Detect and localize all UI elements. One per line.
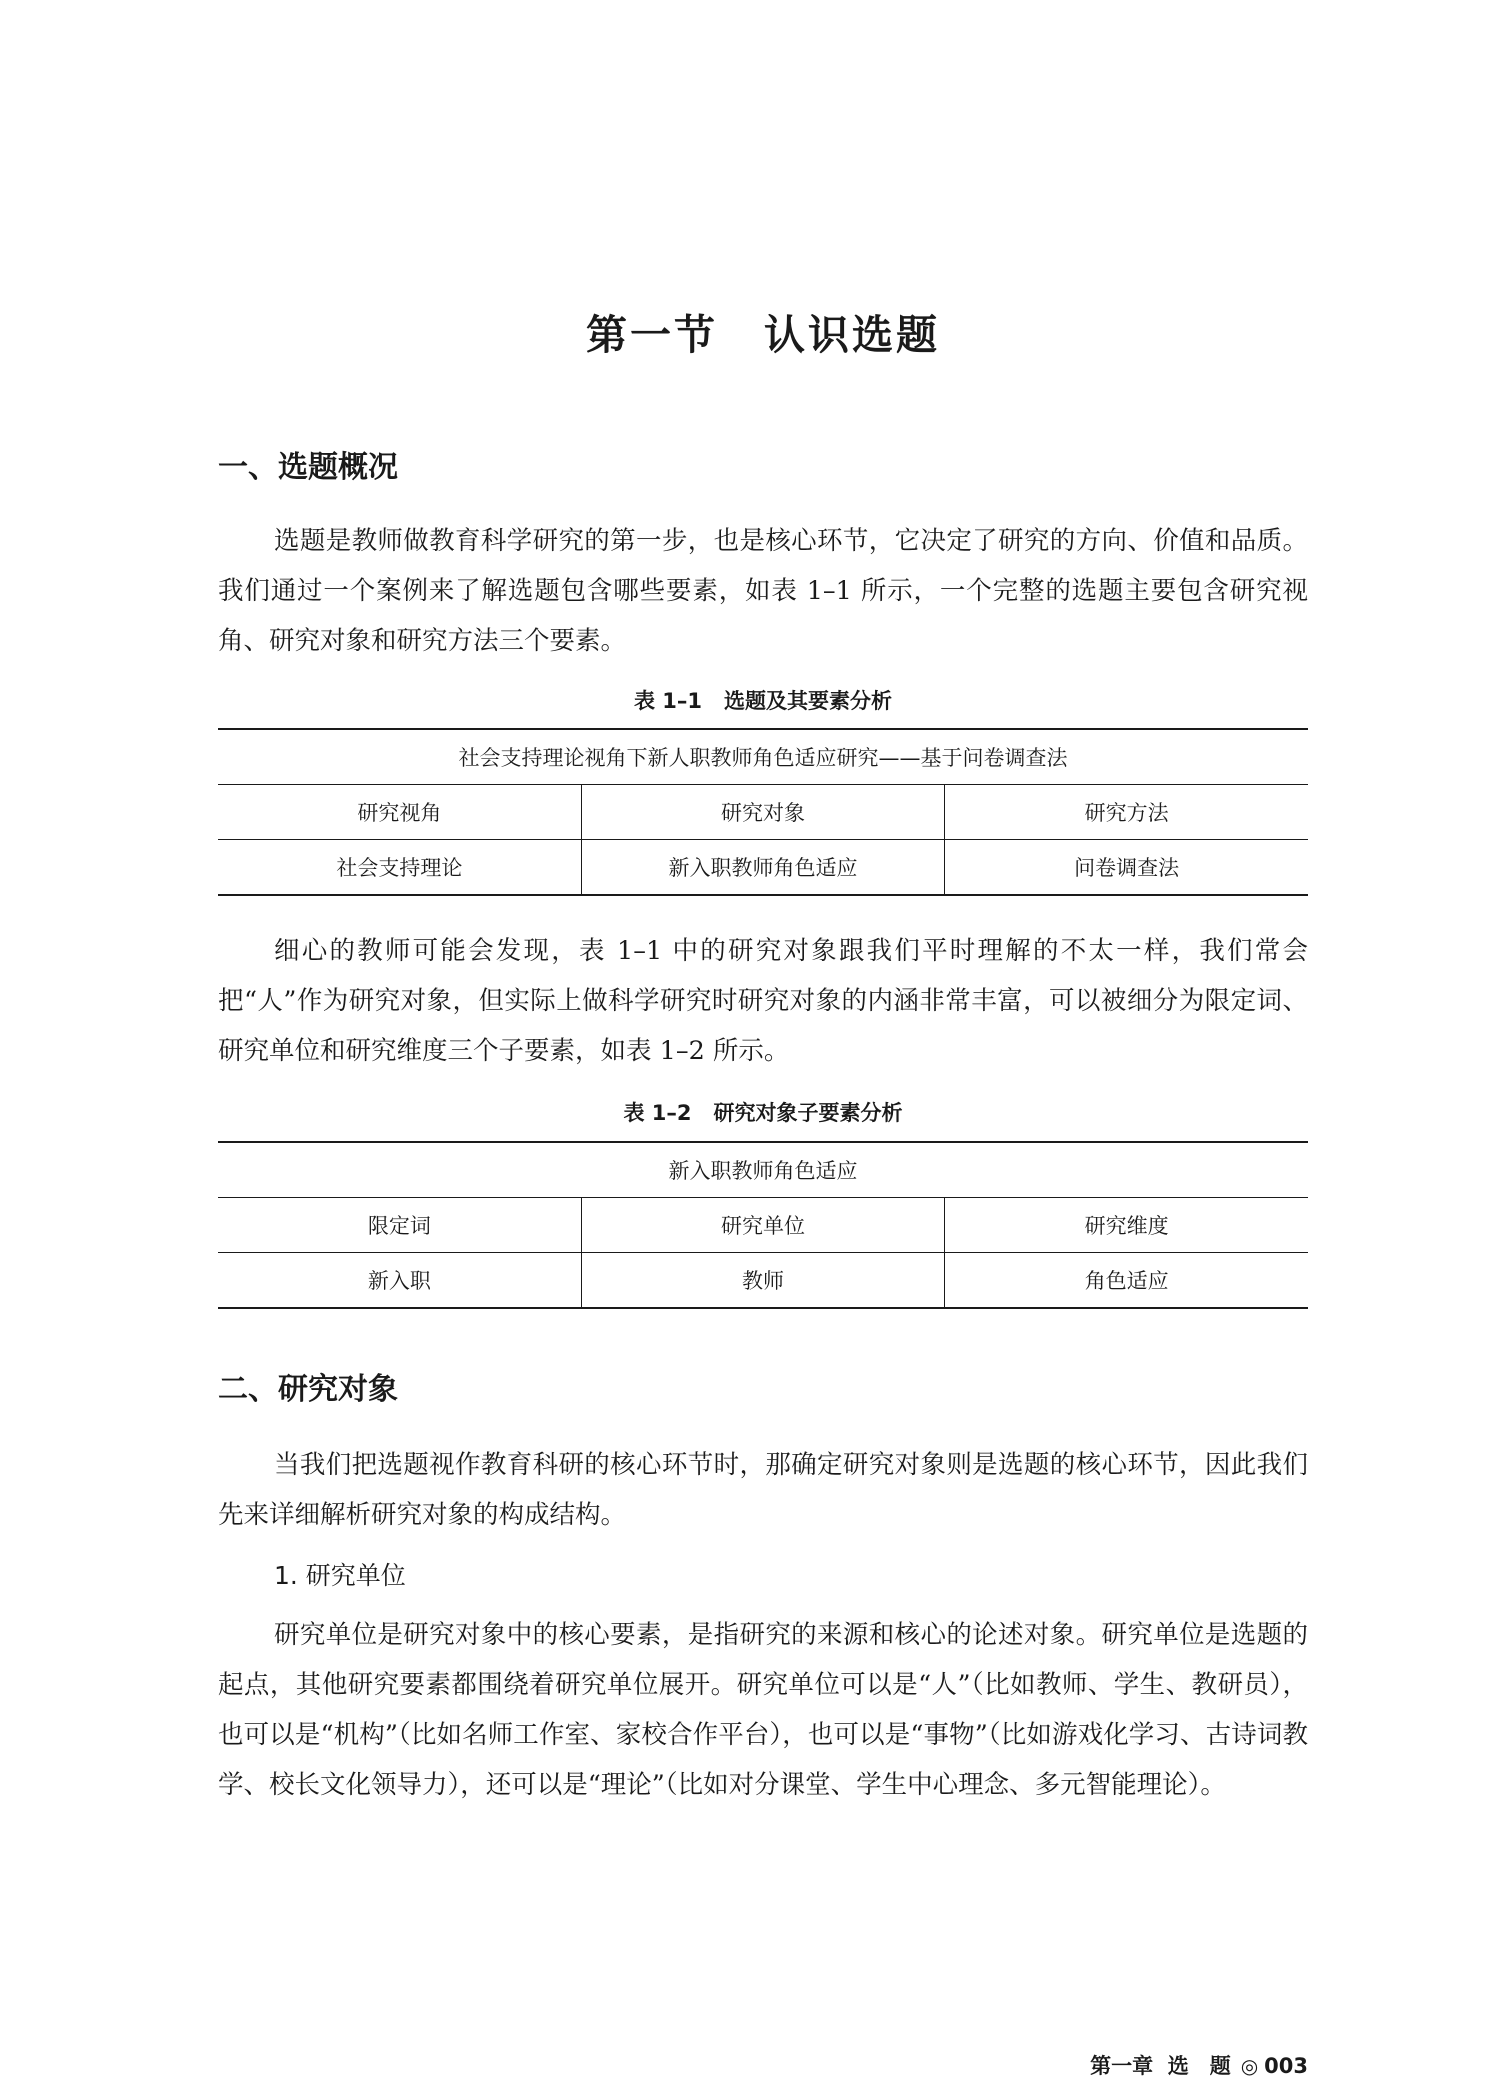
footer-chapter-title: 选 题 <box>1167 2054 1231 2078</box>
page-number: 003 <box>1264 2054 1308 2078</box>
table2-caption-title: 研究对象子要素分析 <box>713 1101 903 1125</box>
table1-value-cell: 问卷调查法 <box>945 840 1308 896</box>
table2-caption-number: 表 1–2 <box>623 1101 692 1125</box>
table1-label-cell: 研究视角 <box>218 785 581 840</box>
table1-caption <box>218 686 1308 716</box>
table2-object-subelements <box>218 1141 1308 1309</box>
table2-caption <box>218 1098 1308 1128</box>
table1-label-cell: 研究方法 <box>945 785 1308 840</box>
paragraph-research-unit: 研究单位是研究对象中的核心要素，是指研究的来源和核心的论述对象。研究单位是选题的起点，其他研究要素都围绕着研究单位展开。研究单位可以是“人”（比如教师、学生、教研员），也可以是“机构”（比如名师工作室、家校合作平台），也可以是“事物”（比如游戏化学习、古诗词教学、校长文化领导力），还可以是“理论”（比如对分课堂、学生中心理念、多元智能理论）。 <box>218 1620 1308 1800</box>
table2-header-cell: 新入职教师角色适应 <box>668 1159 858 1183</box>
table2-value-cell: 新入职 <box>218 1253 581 1309</box>
subheading-research-unit: 1. 研究单位 <box>274 1561 406 1590</box>
table2-value-cell: 教师 <box>581 1253 944 1309</box>
table2-label-cell: 限定词 <box>218 1198 581 1253</box>
circle-mark-icon: ◎ <box>1240 2054 1259 2078</box>
paragraph-overview: 选题是教师做教育科学研究的第一步，也是核心环节，它决定了研究的方向、价值和品质。我们通过一个案例来了解选题包含哪些要素，如表 1–1 所示，一个完整的选题主要包含研究视角、研究对象和研究方法三个要素。 <box>218 526 1308 656</box>
heading-research-object: 二、研究对象 <box>218 1372 398 1407</box>
section-number: 第一节 <box>586 311 718 359</box>
table1-caption-number: 表 1–1 <box>633 689 703 713</box>
footer-chapter: 第一章 <box>1090 2054 1154 2078</box>
table1-header-cell: 社会支持理论视角下新人职教师角色适应研究——基于问卷调查法 <box>458 746 1068 770</box>
section-title <box>218 302 1308 361</box>
section-name: 认识选题 <box>764 311 940 359</box>
page-footer <box>1090 2050 1308 2080</box>
heading-overview: 一、选题概况 <box>218 450 398 485</box>
table2-value-cell: 角色适应 <box>945 1253 1308 1309</box>
table1-value-cell: 新入职教师角色适应 <box>581 840 944 896</box>
table2-label-cell: 研究维度 <box>945 1198 1308 1253</box>
paragraph-research-object-intro: 当我们把选题视作教育科研的核心环节时，那确定研究对象则是选题的核心环节，因此我们先来详细解析研究对象的构成结构。 <box>218 1450 1308 1530</box>
table1-value-cell: 社会支持理论 <box>218 840 581 896</box>
table1-label-cell: 研究对象 <box>581 785 944 840</box>
table1-topic-elements <box>218 728 1308 896</box>
table1-caption-title: 选题及其要素分析 <box>724 689 893 713</box>
paragraph-research-object-note: 细心的教师可能会发现，表 1–1 中的研究对象跟我们平时理解的不太一样，我们常会把“人”作为研究对象，但实际上做科学研究时研究对象的内涵非常丰富，可以被细分为限定词、研究单位和研究维度三个子要素，如表 1–2 所示。 <box>218 936 1308 1066</box>
document-page <box>218 0 1308 2095</box>
table2-label-cell: 研究单位 <box>581 1198 944 1253</box>
